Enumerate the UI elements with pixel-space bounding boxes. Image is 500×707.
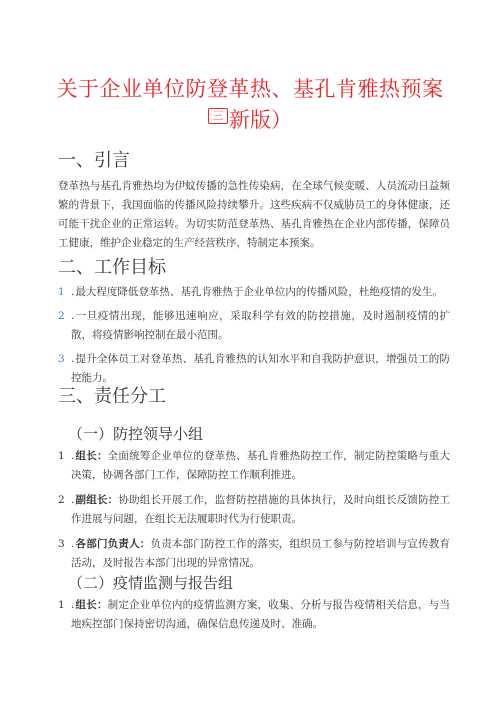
list-number: 2	[58, 310, 65, 322]
role-label: 组长：	[75, 599, 108, 611]
list-item-text: 一旦疫情出现，能够迅速响应，采取科学有效的防控措施，及时遏制疫情的扩散，将疫情影响控制在最小范围。	[71, 310, 450, 341]
list-item: 2 .副组长：协助组长开展工作，监督防控措施的具体执行，及时向组长反馈防控工作进展与问题，在组长无法履职时代为行使职责。	[58, 491, 450, 529]
section-heading-intro: 一、引言	[58, 150, 130, 171]
list-item-text: 负责本部门防控工作的落实，组织员工参与防控培训与宣传教育活动，及时报告本部门出现的异常情况。	[71, 538, 451, 569]
list-item: 3 .提升全体员工对登革热、基孔肯雅热的认知水平和自我防护意识，增强员工的防控能力。	[58, 350, 450, 388]
list-number: 2	[58, 494, 65, 506]
title-line-2-text: 新版）	[229, 108, 292, 132]
list-number: 3	[58, 353, 65, 365]
list-item-text: 协助组长开展工作，监督防控措施的具体执行，及时向组长反馈防控工作进展与问题，在组长无法履职时代为行使职责。	[71, 494, 451, 525]
section-heading-duties: 三、责任分工	[58, 386, 166, 407]
document-title-line-2	[0, 106, 500, 134]
role-label: 各部门负责人：	[75, 538, 151, 550]
list-number: 1	[58, 599, 65, 611]
list-number: 1	[58, 286, 65, 298]
intro-paragraph: 登革热与基孔肯雅热均为伊蚊传播的急性传染病，在全球气候变暖、人员流动日益频繁的背景下，我国面临的传播风险持续攀升。这些疾病不仅威胁员工的身体健康，还可能干扰企业的正常运转。为切实防范登革热、基孔肯雅热在企业内部传播，保障员工健康，维护企业稳定的生产经营秩序，特制定本预案。	[58, 180, 450, 249]
list-item: 1 .组长：全面统筹企业单位的登革热、基孔肯雅热防控工作，制定防控策略与重大决策，协调各部门工作，保障防控工作顺利推进。	[58, 447, 450, 485]
title-stamp: 三	[208, 108, 228, 124]
title-line-1: 关于企业单位防登革热、基孔肯雅热预案	[56, 77, 444, 101]
list-item: 1 .组长：制定企业单位内的疫情监测方案，收集、分析与报告疫情相关信息，与当地疾控部门保持密切沟通，确保信息传递及时、准确。	[58, 596, 450, 634]
document-title	[28, 74, 472, 104]
list-item: 2 .一旦疫情出现，能够迅速响应，采取科学有效的防控措施，及时遏制疫情的扩散，将疫情影响控制在最小范围。	[58, 307, 450, 345]
subsection-heading-leadership: （一）防控领导小组	[68, 425, 204, 443]
list-number: 1	[58, 450, 65, 462]
list-item-text: 制定企业单位内的疫情监测方案，收集、分析与报告疫情相关信息，与当地疾控部门保持密切沟通，确保信息传递及时、准确。	[71, 599, 451, 630]
leadership-list	[58, 447, 450, 573]
list-item-text: 全面统筹企业单位的登革热、基孔肯雅热防控工作，制定防控策略与重大决策，协调各部门工作，保障防控工作顺利推进。	[71, 450, 451, 481]
list-number: 3	[58, 538, 65, 550]
subsection-heading-monitoring: （二）疫情监测与报告组	[68, 574, 234, 592]
goals-list	[58, 283, 450, 388]
monitoring-list	[58, 596, 450, 634]
role-label: 组长：	[75, 450, 108, 462]
list-item-text: 提升全体员工对登革热、基孔肯雅热的认知水平和自我防护意识，增强员工的防控能力。	[71, 353, 450, 384]
list-item-text: 最大程度降低登革热、基孔肯雅热于企业单位内的传播风险，杜绝疫情的发生。	[75, 286, 443, 298]
list-item: 3 .各部门负责人：负责本部门防控工作的落实，组织员工参与防控培训与宣传教育活动，及时报告本部门出现的异常情况。	[58, 535, 450, 573]
section-heading-goals: 二、工作目标	[58, 257, 166, 278]
list-item: 1 .最大程度降低登革热、基孔肯雅热于企业单位内的传播风险，杜绝疫情的发生。	[58, 283, 450, 302]
role-label: 副组长：	[75, 494, 119, 506]
